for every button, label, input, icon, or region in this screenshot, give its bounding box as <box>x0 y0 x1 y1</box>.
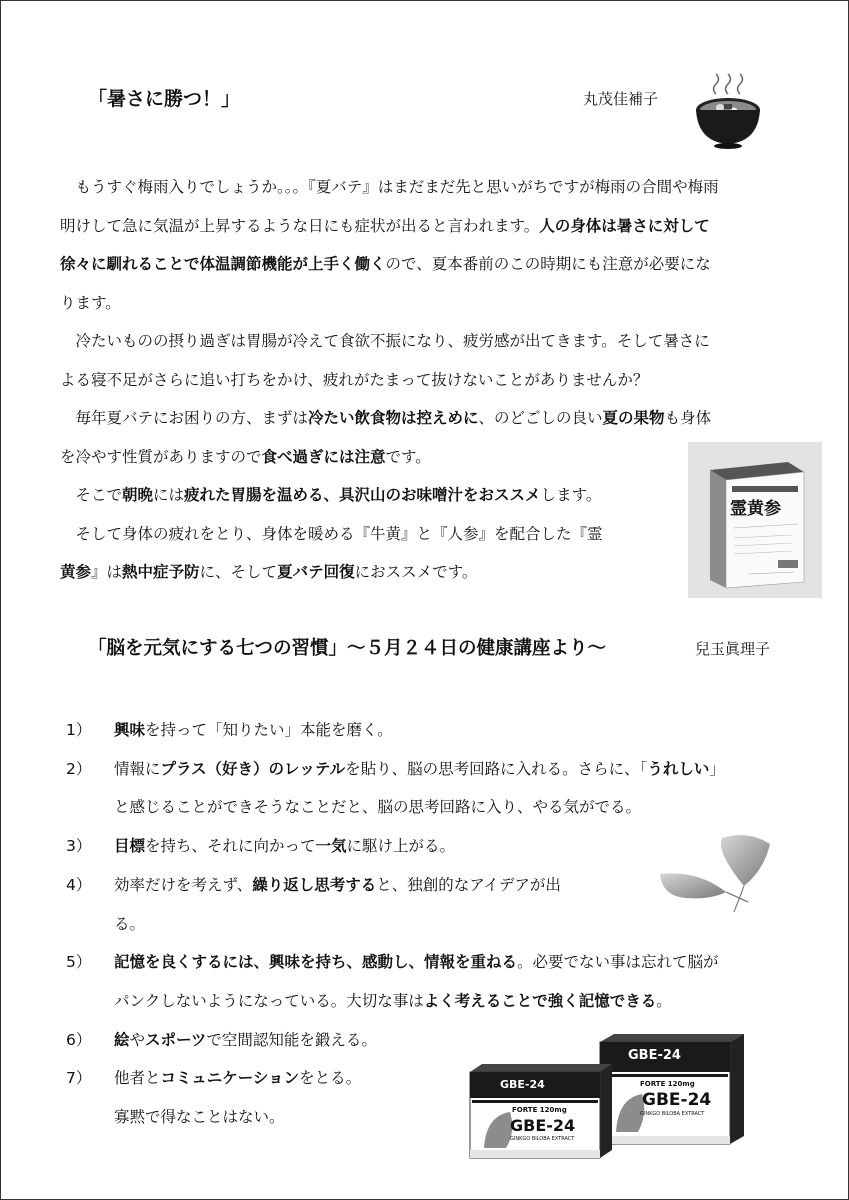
body-text: 他者と <box>114 1069 161 1088</box>
bold-text: 冷たい飲食物は控えめに <box>308 409 479 427</box>
paragraph-line <box>60 399 719 438</box>
bold-text: 人の身体は暑さに対して <box>539 216 710 235</box>
bold-text: 夏の果物 <box>602 409 665 427</box>
section2-author: 兒玉眞理子 <box>695 640 771 658</box>
paragraph-line <box>60 361 719 400</box>
body-text: ので、夏本番前のこの時期にも注意が必要にな <box>385 255 711 273</box>
body-text: も身体 <box>664 409 712 427</box>
habit-text-line <box>114 950 719 972</box>
body-text: そこで <box>60 486 123 504</box>
habit-number: 3） <box>66 837 92 856</box>
habit-text-line <box>114 989 672 1011</box>
product2-front-brand: GBE-24 <box>510 1116 576 1135</box>
body-text: と感じることができそうなことだと、脳の思考回路に入り、やる気がでる。 <box>114 798 642 817</box>
miso-soup-bowl-icon <box>690 70 766 150</box>
product2-front-sub: GINKGO BILOBA EXTRACT <box>510 1136 575 1142</box>
body-text: を持って「知りたい」本能を磨く。 <box>145 721 393 739</box>
section2-title: 「脳を元気にする七つの習慣」〜５月２４日の健康講座より〜 <box>88 638 607 659</box>
body-text: 効率だけを考えず、 <box>114 875 253 894</box>
body-text: におススメです。 <box>354 563 478 581</box>
body-text: します。 <box>540 486 602 504</box>
bold-text: 食べ過ぎには注意 <box>261 447 386 466</box>
body-text: 。 <box>656 991 672 1010</box>
habit-number: 4） <box>66 875 92 894</box>
body-text: 冷たいものの摂り過ぎは胃腸が冷えて食欲不振になり、疲労感が出てきます。そして暑さに <box>60 332 710 350</box>
body-text: を冷やす性質がありますので <box>60 447 262 466</box>
body-text: には <box>153 486 185 504</box>
body-text: よる寝不足がさらに追い打ちをかけ、疲れがたまって抜けないことがありませんか？ <box>60 370 649 389</box>
body-text: 」 <box>709 759 725 778</box>
bold-text: 朝晩 <box>122 486 154 504</box>
paragraph-line <box>60 322 719 361</box>
bold-text: 熱中症予防 <box>122 563 200 581</box>
body-text: パンクしないようになっている。大切な事は <box>114 991 424 1010</box>
body-text: 。必要でない事は忘れて脳が <box>517 953 719 972</box>
habit-text-line <box>114 1066 361 1088</box>
habit-text-line <box>114 1028 377 1050</box>
body-text: 、のどごしの良い <box>478 409 603 427</box>
product1-box-icon <box>688 442 822 598</box>
body-text: 』は <box>91 563 123 581</box>
product2-back-brand: GBE-24 <box>642 1090 712 1110</box>
habit-text-line <box>114 757 725 779</box>
paragraph-line <box>60 245 719 284</box>
body-text: 情報に <box>114 759 161 778</box>
body-text: に、そして <box>199 563 278 581</box>
habit-text-line <box>114 834 455 856</box>
body-text: や <box>129 1030 146 1049</box>
body-text: に駆け上がる。 <box>346 837 456 856</box>
body-text: ります。 <box>60 293 121 312</box>
section1-body <box>60 168 719 592</box>
habit-text-line <box>114 718 393 740</box>
paragraph-line <box>60 438 719 477</box>
bold-text: 疲れた胃腸を温める、具沢山のお味噌汁をおススメ <box>184 486 541 504</box>
product2-back-sub: GINKGO BILOBA EXTRACT <box>640 1111 705 1117</box>
habit-text-line <box>114 873 561 895</box>
body-text: 毎年夏バテにお困りの方、まずは <box>60 409 309 427</box>
habit-number: 1） <box>66 721 92 739</box>
bold-text: 黄参 <box>60 563 92 581</box>
paragraph-line <box>60 284 719 323</box>
body-text: です。 <box>385 447 431 466</box>
body-text: る。 <box>114 914 146 933</box>
bold-text: 興味 <box>114 721 146 739</box>
section1-title: 「暑さに勝つ！」 <box>88 88 241 110</box>
bold-text: うれしい <box>647 759 710 778</box>
bold-text: 徐々に馴れることで体温調節機能が上手く働く <box>60 255 386 273</box>
product2-back-top-label: GBE-24 <box>628 1048 681 1063</box>
bold-text: プラス（好き）のレッテル <box>160 759 346 778</box>
paragraph-line <box>60 168 719 207</box>
body-text: で空間認知能を鍛える。 <box>206 1030 377 1049</box>
body-text: 寡黙で得なことはない。 <box>114 1108 285 1126</box>
paragraph-line <box>60 553 719 592</box>
habit-text-line <box>114 1105 285 1127</box>
body-text: もうすぐ梅雨入りでしょうか。。。『夏バテ』はまだまだ先と思いがちですが梅雨の合間や梅雨 <box>60 178 719 196</box>
product1-photo <box>688 442 822 598</box>
ginkgo-leaf-icon <box>652 834 772 914</box>
body-text: を持ち、それに向かって <box>145 837 316 856</box>
bold-text: スポーツ <box>145 1030 207 1049</box>
product2-front-forte: FORTE 120mg <box>512 1106 567 1114</box>
body-text: をとる。 <box>299 1069 362 1088</box>
paragraph-line <box>60 207 719 246</box>
body-text: そして身体の疲れをとり、身体を暖める『牛黄』と『人参』を配合した『霊 <box>60 524 603 543</box>
bold-text: 記憶を良くするには、興味を持ち、感動し、情報を重ねる <box>114 953 518 972</box>
bold-text: 夏バテ回復 <box>277 563 355 581</box>
section1-author: 丸茂佳補子 <box>583 90 659 108</box>
paragraph-line <box>60 476 719 515</box>
habit-number: 2） <box>66 759 92 778</box>
body-text: と、独創的なアイデアが出 <box>376 875 561 894</box>
habit-number: 6） <box>66 1030 92 1049</box>
body-text: を貼り、脳の思考回路に入れる。さらに、「 <box>345 759 648 778</box>
bold-text: 繰り返し思考する <box>252 875 377 894</box>
habit-text-line <box>114 795 641 817</box>
product2-front-top-label: GBE-24 <box>500 1078 545 1091</box>
bold-text: よく考えることで強く記憶できる <box>423 991 657 1010</box>
bold-text: 絵 <box>114 1030 130 1049</box>
habit-text-line <box>114 912 145 934</box>
body-text: 明けして急に気温が上昇するような日にも症状が出ると言われます。 <box>60 216 540 235</box>
product2-back-forte: FORTE 120mg <box>640 1080 695 1088</box>
bold-text: コミュニケーション <box>160 1069 300 1088</box>
habit-number: 5） <box>66 953 92 972</box>
bold-text: 一気 <box>315 837 347 856</box>
paragraph-line <box>60 515 719 554</box>
bold-text: 目標 <box>114 837 146 856</box>
product1-brand: 霊黄参 <box>730 499 781 519</box>
habit-number: 7） <box>66 1069 92 1088</box>
